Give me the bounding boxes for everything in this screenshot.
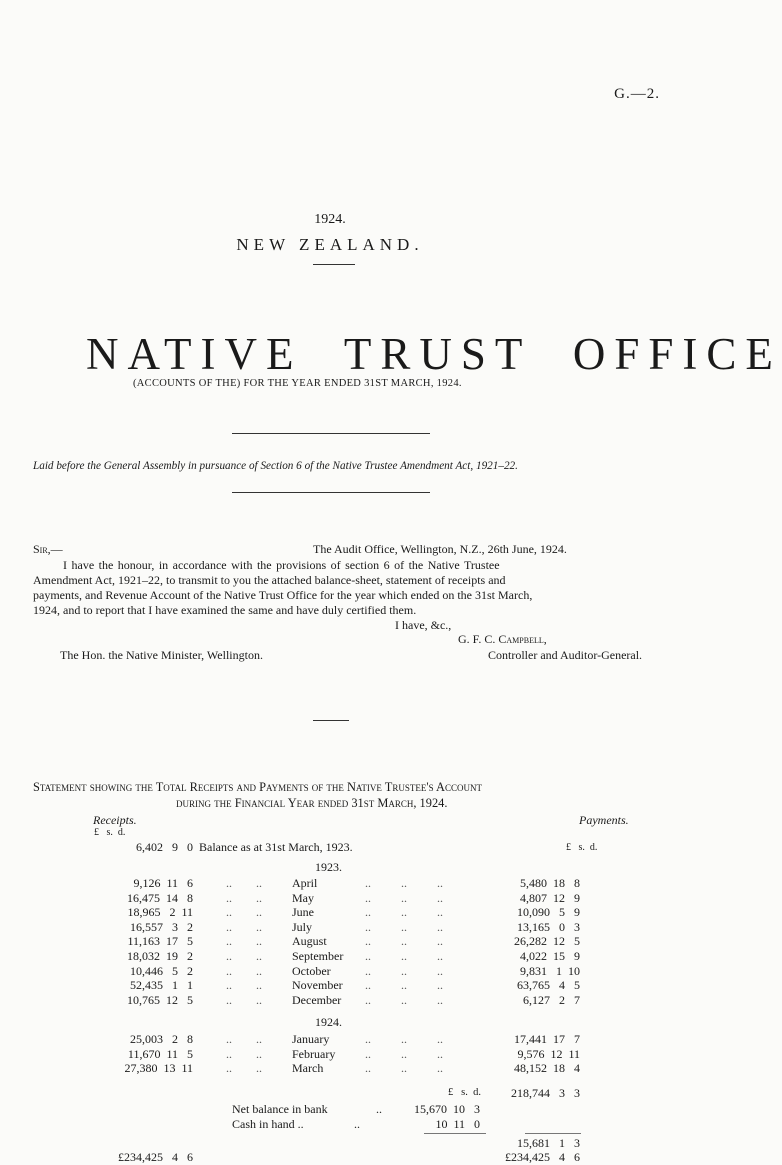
leader-dots: .. .. bbox=[226, 890, 262, 905]
leader-dots: .. .. bbox=[226, 934, 262, 949]
opening-label: Balance as at 31st March, 1923. bbox=[199, 840, 353, 854]
leader-dots: .. .. bbox=[226, 1061, 262, 1076]
leader-dots: .. .. .. bbox=[365, 1061, 443, 1076]
divider-2 bbox=[232, 492, 430, 493]
leader-cash: .. bbox=[354, 1117, 360, 1131]
divider-short bbox=[313, 264, 355, 265]
row-receipt: 9,126 11 6 bbox=[133, 876, 193, 890]
receipts-lsd-header: £ s. d. bbox=[94, 827, 126, 838]
main-title: NATIVE TRUST OFFICE bbox=[86, 329, 782, 379]
letter-line-3: payments, and Revenue Account of the Native Trust Office for the year which ended on the 31st March, bbox=[33, 588, 533, 602]
leader-dots: .. .. .. bbox=[365, 905, 443, 920]
row-payment: 13,165 0 3 bbox=[517, 919, 580, 934]
net-lsd-header: £ s. d. bbox=[448, 1087, 481, 1098]
letter-line-1: I have the honour, in accordance with the provisions of section 6 of the Native Trustee bbox=[63, 558, 500, 572]
row-payment: 10,090 5 9 bbox=[517, 905, 580, 920]
divider-3 bbox=[313, 720, 349, 721]
leader-dots: .. .. .. bbox=[365, 876, 443, 890]
row-month: March bbox=[292, 1061, 324, 1076]
net-balance-label: Net balance in bank bbox=[232, 1102, 328, 1116]
row-receipt: 18,032 19 2 bbox=[127, 949, 193, 963]
year-1924: 1924. bbox=[315, 1015, 342, 1029]
row-month: December bbox=[292, 992, 342, 1007]
leader-dots: .. .. bbox=[226, 1046, 262, 1061]
row-month: January bbox=[292, 1032, 330, 1046]
leader-dots: .. .. .. bbox=[365, 949, 443, 963]
letter-closing: I have, &c., bbox=[395, 618, 452, 632]
row-receipt: 10,765 12 5 bbox=[127, 992, 193, 1007]
total-receipts: £234,425 4 6 bbox=[118, 1150, 193, 1164]
opening-receipt: 6,402 9 0 bbox=[136, 840, 193, 854]
row-receipt: 11,163 17 5 bbox=[127, 934, 193, 949]
row-receipt: 52,435 1 1 bbox=[130, 978, 193, 993]
leader-dots: .. .. bbox=[226, 1032, 262, 1046]
row-month: May bbox=[292, 890, 314, 905]
leader-dots: .. .. bbox=[226, 992, 262, 1007]
cash-value: 10 11 0 bbox=[435, 1117, 480, 1131]
leader-dots: .. .. bbox=[226, 919, 262, 934]
receipts-label: Receipts. bbox=[93, 813, 137, 827]
row-receipt: 11,670 11 5 bbox=[127, 1046, 193, 1061]
leader-dots: .. .. .. bbox=[365, 890, 443, 905]
subtotal-rule bbox=[525, 1133, 581, 1134]
row-receipt: 10,446 5 2 bbox=[130, 963, 193, 978]
row-month: September bbox=[292, 949, 344, 963]
row-receipt: 16,557 3 2 bbox=[130, 919, 193, 934]
year-1923: 1923. bbox=[315, 860, 342, 874]
row-month: November bbox=[292, 978, 343, 993]
divider-1 bbox=[232, 433, 430, 434]
payments-lsd-header: £ s. d. bbox=[566, 842, 598, 853]
leader-dots: .. .. .. bbox=[365, 963, 443, 978]
letter-signatory-title: Controller and Auditor-General. bbox=[488, 648, 643, 662]
letter-addressee: The Hon. the Native Minister, Wellington. bbox=[60, 648, 263, 662]
letter-signatory: G. F. C. Campbell, bbox=[458, 632, 547, 646]
closing-balance: 15,681 1 3 bbox=[517, 1136, 580, 1150]
letter-salutation: Sir,— bbox=[33, 542, 63, 556]
country-heading: NEW ZEALAND. bbox=[236, 235, 424, 254]
row-month: July bbox=[292, 919, 313, 934]
leader-dots: .. .. bbox=[226, 978, 262, 993]
payments-label: Payments. bbox=[579, 813, 629, 827]
row-payment: 5,480 18 8 bbox=[520, 876, 580, 890]
year-heading: 1924. bbox=[314, 212, 346, 227]
leader-dots: .. .. bbox=[226, 949, 262, 963]
row-payment: 48,152 18 4 bbox=[514, 1061, 580, 1076]
letter-line-2: Amendment Act, 1921–22, to transmit to you the attached balance-sheet, statement of receipts and bbox=[33, 573, 506, 587]
page-reference: G.—2. bbox=[614, 86, 660, 102]
leader-dots: .. .. .. bbox=[365, 1046, 443, 1061]
leader-dots: .. .. bbox=[226, 905, 262, 920]
row-payment: 4,022 15 9 bbox=[520, 949, 580, 963]
row-payment: 6,127 2 7 bbox=[523, 992, 580, 1007]
row-payment: 17,441 17 7 bbox=[514, 1032, 580, 1046]
leader-dots: .. .. bbox=[226, 876, 262, 890]
leader-dots: .. .. .. bbox=[365, 1032, 443, 1046]
row-receipt: 25,003 2 8 bbox=[130, 1032, 193, 1046]
letter-address: The Audit Office, Wellington, N.Z., 26th June, 1924. bbox=[313, 542, 567, 556]
row-payment: 9,831 1 10 bbox=[520, 963, 580, 978]
subtitle: (ACCOUNTS OF THE) FOR THE YEAR ENDED 31ST MARCH, 1924. bbox=[133, 378, 462, 389]
laid-before-note: Laid before the General Assembly in pursuance of Section 6 of the Native Trustee Amendment Act, 1921–22. bbox=[33, 460, 518, 472]
leader-dots: .. .. .. bbox=[365, 992, 443, 1007]
row-receipt: 18,965 2 11 bbox=[127, 905, 193, 920]
row-payment: 4,807 12 9 bbox=[520, 890, 580, 905]
total-payments: £234,425 4 6 bbox=[505, 1150, 580, 1164]
row-month: August bbox=[292, 934, 327, 949]
row-month: April bbox=[292, 876, 318, 890]
row-payment: 63,765 4 5 bbox=[517, 978, 580, 993]
leader-net: .. bbox=[376, 1102, 382, 1116]
leader-dots: .. .. .. bbox=[365, 934, 443, 949]
leader-dots: .. .. .. bbox=[365, 919, 443, 934]
row-month: October bbox=[292, 963, 331, 978]
row-receipt: 27,380 13 11 bbox=[124, 1061, 193, 1076]
letter-line-4: 1924, and to report that I have examined the same and have duly certified them. bbox=[33, 603, 417, 617]
row-month: June bbox=[292, 905, 314, 920]
leader-dots: .. .. bbox=[226, 963, 262, 978]
row-month: February bbox=[292, 1046, 336, 1061]
statement-heading-1: Statement showing the Total Receipts and Payments of the Native Trustee's Account bbox=[33, 780, 482, 794]
net-balance-value: 15,670 10 3 bbox=[414, 1102, 480, 1116]
cash-label: Cash in hand .. bbox=[232, 1117, 304, 1131]
leader-dots: .. .. .. bbox=[365, 978, 443, 993]
row-payment: 9,576 12 11 bbox=[517, 1046, 580, 1061]
payments-subtotal: 218,744 3 3 bbox=[511, 1086, 580, 1100]
row-payment: 26,282 12 5 bbox=[514, 934, 580, 949]
row-receipt: 16,475 14 8 bbox=[127, 890, 193, 905]
net-rule bbox=[424, 1133, 486, 1134]
statement-heading-2: during the Financial Year ended 31st March, 1924. bbox=[176, 796, 448, 810]
